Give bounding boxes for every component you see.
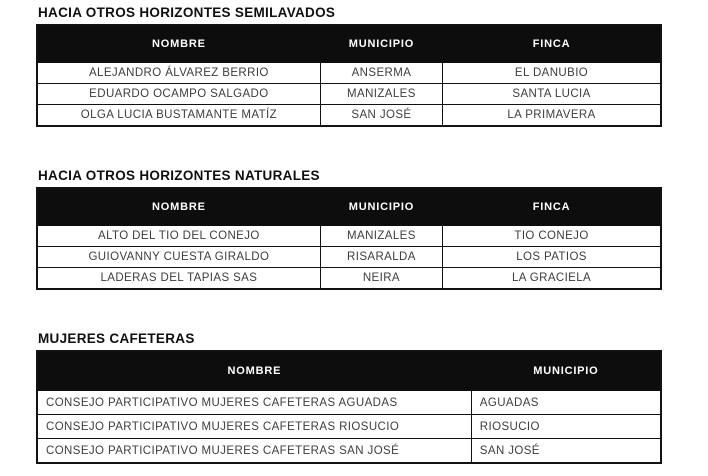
column-header: NOMBRE (37, 188, 320, 226)
table-cell: TIO CONEJO (443, 226, 661, 247)
table-cell: CONSEJO PARTICIPATIVO MUJERES CAFETERAS RIOSUCIO (37, 415, 471, 439)
table-cell: LADERAS DEL TAPIAS SAS (37, 268, 320, 290)
table-cell: EDUARDO OCAMPO SALGADO (37, 84, 320, 105)
table-row (37, 268, 661, 290)
table-cell: EL DANUBIO (443, 63, 661, 84)
table-cell: MANIZALES (320, 226, 442, 247)
data-table (36, 24, 662, 127)
table-cell: ANSERMA (320, 63, 442, 84)
table-section (36, 332, 662, 464)
table-cell: RISARALDA (320, 247, 442, 268)
table-cell: LA PRIMAVERA (443, 105, 661, 127)
table-title: HACIA OTROS HORIZONTES NATURALES (38, 168, 320, 183)
table-cell: LOS PATIOS (443, 247, 661, 268)
header-row (37, 25, 661, 63)
table-row (37, 391, 661, 415)
table-section (36, 6, 662, 127)
column-header: FINCA (443, 25, 661, 63)
table-cell: LA GRACIELA (443, 268, 661, 290)
table-cell: OLGA LUCIA BUSTAMANTE MATÍZ (37, 105, 320, 127)
table-title: MUJERES CAFETERAS (38, 331, 195, 346)
table-cell: AGUADAS (471, 391, 661, 415)
table-row (37, 247, 661, 268)
column-header: MUNICIPIO (320, 188, 442, 226)
column-header: NOMBRE (37, 25, 320, 63)
table-row (37, 63, 661, 84)
table-row (37, 105, 661, 127)
table-cell: SAN JOSÉ (320, 105, 442, 127)
table-section (36, 169, 662, 290)
table-cell: MANIZALES (320, 84, 442, 105)
column-header: MUNICIPIO (471, 351, 661, 391)
table-title: HACIA OTROS HORIZONTES SEMILAVADOS (38, 5, 336, 20)
table-cell: SAN JOSÉ (471, 439, 661, 464)
table-cell: RIOSUCIO (471, 415, 661, 439)
table-row (37, 439, 661, 464)
table-row (37, 84, 661, 105)
table-cell: NEIRA (320, 268, 442, 290)
header-row (37, 188, 661, 226)
table-cell: CONSEJO PARTICIPATIVO MUJERES CAFETERAS SAN JOSÉ (37, 439, 471, 464)
tables-region (36, 6, 662, 464)
table-cell: ALEJANDRO ÁLVAREZ BERRIO (37, 63, 320, 84)
table-cell: SANTA LUCIA (443, 84, 661, 105)
table-cell: GUIOVANNY CUESTA GIRALDO (37, 247, 320, 268)
table-row (37, 226, 661, 247)
table-cell: ALTO DEL TIO DEL CONEJO (37, 226, 320, 247)
column-header: NOMBRE (37, 351, 471, 391)
column-header: MUNICIPIO (320, 25, 442, 63)
data-table (36, 350, 662, 464)
data-table (36, 187, 662, 290)
table-cell: CONSEJO PARTICIPATIVO MUJERES CAFETERAS AGUADAS (37, 391, 471, 415)
table-row (37, 415, 661, 439)
header-row (37, 351, 661, 391)
column-header: FINCA (443, 188, 661, 226)
